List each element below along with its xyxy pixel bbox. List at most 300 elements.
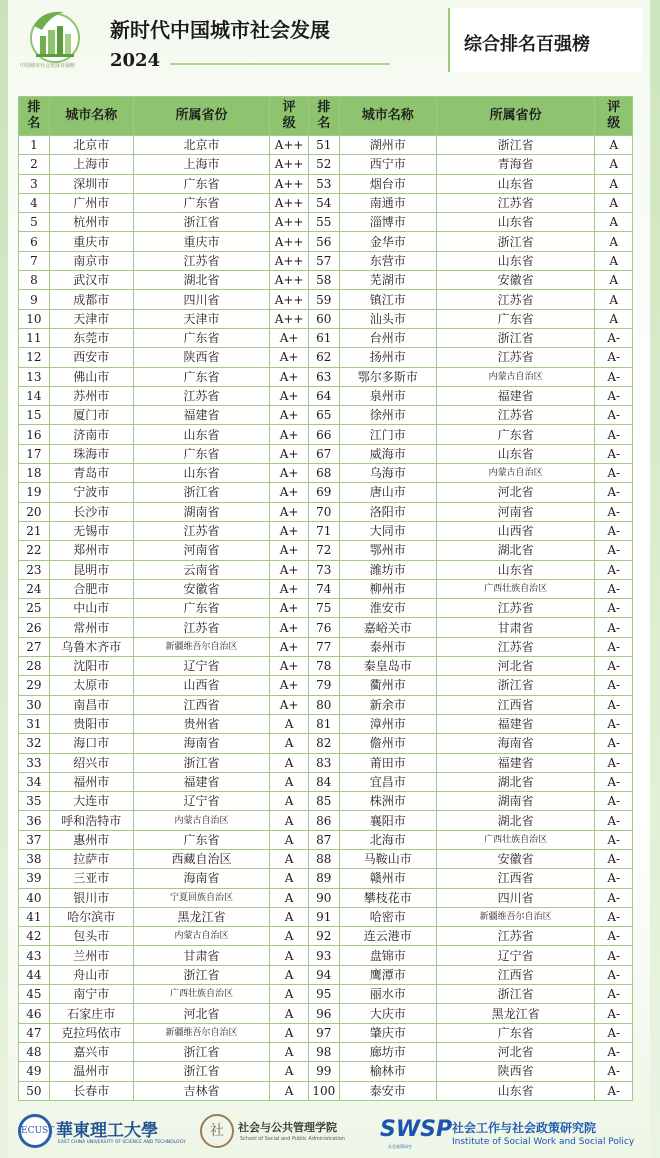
cell-rank: 24 [19, 579, 50, 598]
cell-rank: 15 [19, 406, 50, 425]
table-row [19, 985, 633, 1004]
cell-province: 广西壮族自治区 [436, 579, 595, 598]
cell-province: 山东省 [436, 560, 595, 579]
table-row [19, 676, 633, 695]
cell-rank: 65 [308, 406, 339, 425]
cell-grade: A- [595, 386, 633, 405]
cell-rank: 84 [308, 772, 339, 791]
cell-city: 沈阳市 [49, 657, 133, 676]
cell-grade: A- [595, 425, 633, 444]
cell-city: 珠海市 [49, 444, 133, 463]
cell-rank: 76 [308, 618, 339, 637]
cell-province: 新疆维吾尔自治区 [133, 1023, 270, 1042]
cell-city: 台州市 [339, 328, 436, 347]
cell-city: 西宁市 [339, 155, 436, 174]
cell-grade: A+ [270, 657, 309, 676]
cell-province: 浙江省 [133, 1062, 270, 1081]
cell-rank: 40 [19, 888, 50, 907]
cell-city: 烟台市 [339, 174, 436, 193]
cell-grade: A- [595, 772, 633, 791]
table-row [19, 136, 633, 155]
table-row [19, 734, 633, 753]
cell-grade: A++ [270, 271, 309, 290]
logo-caption: 中国城市社会发展百强榜 [20, 63, 76, 69]
cell-province: 广东省 [133, 328, 270, 347]
cell-grade: A [595, 174, 633, 193]
cell-city: 洛阳市 [339, 502, 436, 521]
cell-city: 衢州市 [339, 676, 436, 695]
cell-rank: 30 [19, 695, 50, 714]
cell-grade: A [270, 907, 309, 926]
cell-rank: 4 [19, 193, 50, 212]
cell-province: 河北省 [436, 1042, 595, 1061]
column-header-rank [308, 97, 339, 136]
cell-province: 黑龙江省 [436, 1004, 595, 1023]
cell-province: 浙江省 [133, 753, 270, 772]
cell-rank: 12 [19, 348, 50, 367]
cell-city: 肇庆市 [339, 1023, 436, 1042]
cell-city: 舟山市 [49, 965, 133, 984]
cell-province: 内蒙古自治区 [133, 927, 270, 946]
cell-province: 安徽省 [436, 849, 595, 868]
cell-grade: A+ [270, 464, 309, 483]
table-row [19, 965, 633, 984]
cell-rank: 5 [19, 213, 50, 232]
cell-city: 汕头市 [339, 309, 436, 328]
cell-grade: A- [595, 618, 633, 637]
cell-grade: A [595, 136, 633, 155]
cell-city: 徐州市 [339, 406, 436, 425]
cell-city: 南昌市 [49, 695, 133, 714]
ranking-table-wrapper [18, 96, 633, 1101]
cell-rank: 6 [19, 232, 50, 251]
cell-province: 辽宁省 [436, 946, 595, 965]
cell-province: 江苏省 [436, 406, 595, 425]
table-row [19, 560, 633, 579]
cell-grade: A [270, 965, 309, 984]
cell-rank: 37 [19, 830, 50, 849]
cell-province: 四川省 [436, 888, 595, 907]
table-row [19, 386, 633, 405]
cell-rank: 32 [19, 734, 50, 753]
cell-province: 江苏省 [133, 618, 270, 637]
cell-rank: 46 [19, 1004, 50, 1023]
table-row [19, 271, 633, 290]
cell-province: 江苏省 [436, 637, 595, 656]
cell-rank: 79 [308, 676, 339, 695]
cell-grade: A+ [270, 541, 309, 560]
cell-city: 镇江市 [339, 290, 436, 309]
cell-city: 榆林市 [339, 1062, 436, 1081]
cell-rank: 61 [308, 328, 339, 347]
cell-rank: 68 [308, 464, 339, 483]
cell-city: 南通市 [339, 193, 436, 212]
cell-province: 陕西省 [133, 348, 270, 367]
cell-rank: 97 [308, 1023, 339, 1042]
cell-rank: 49 [19, 1062, 50, 1081]
cell-province: 江苏省 [436, 348, 595, 367]
cell-grade: A- [595, 1042, 633, 1061]
cell-city: 南宁市 [49, 985, 133, 1004]
cell-grade: A+ [270, 425, 309, 444]
cell-rank: 13 [19, 367, 50, 386]
cell-grade: A [270, 888, 309, 907]
cell-rank: 90 [308, 888, 339, 907]
cell-grade: A+ [270, 676, 309, 695]
cell-city: 武汉市 [49, 271, 133, 290]
cell-province: 新疆维吾尔自治区 [133, 637, 270, 656]
cell-grade: A+ [270, 521, 309, 540]
cell-grade: A- [595, 695, 633, 714]
cell-grade: A- [595, 560, 633, 579]
cell-rank: 93 [308, 946, 339, 965]
cell-grade: A- [595, 811, 633, 830]
cell-grade: A+ [270, 328, 309, 347]
cell-rank: 21 [19, 521, 50, 540]
cell-province: 山东省 [436, 251, 595, 270]
cell-grade: A+ [270, 579, 309, 598]
cell-rank: 55 [308, 213, 339, 232]
cell-grade: A [270, 1081, 309, 1100]
cell-city: 攀枝花市 [339, 888, 436, 907]
cell-province: 甘肃省 [436, 618, 595, 637]
cell-grade: A++ [270, 174, 309, 193]
cell-rank: 67 [308, 444, 339, 463]
cell-city: 无锡市 [49, 521, 133, 540]
cell-province: 安徽省 [436, 271, 595, 290]
rank-header-label: 排 名 [317, 100, 331, 131]
cell-province: 内蒙古自治区 [133, 811, 270, 830]
cell-city: 泉州市 [339, 386, 436, 405]
cell-city: 昆明市 [49, 560, 133, 579]
cell-province: 广西壮族自治区 [133, 985, 270, 1004]
table-row [19, 328, 633, 347]
cell-city: 大庆市 [339, 1004, 436, 1023]
cell-rank: 85 [308, 792, 339, 811]
cell-grade: A [595, 251, 633, 270]
cell-rank: 83 [308, 753, 339, 772]
table-row [19, 348, 633, 367]
cell-rank: 96 [308, 1004, 339, 1023]
cell-rank: 100 [308, 1081, 339, 1100]
table-row [19, 1062, 633, 1081]
university-name: 華東理工大學 [56, 1121, 158, 1141]
cell-city: 宜昌市 [339, 772, 436, 791]
cell-city: 马鞍山市 [339, 849, 436, 868]
cell-rank: 18 [19, 464, 50, 483]
cell-city: 广州市 [49, 193, 133, 212]
cell-city: 江门市 [339, 425, 436, 444]
cell-province: 江苏省 [133, 251, 270, 270]
cell-grade: A [270, 1042, 309, 1061]
cell-province: 广西壮族自治区 [436, 830, 595, 849]
table-row [19, 618, 633, 637]
table-header-row [19, 97, 633, 136]
cell-grade: A+ [270, 386, 309, 405]
cell-rank: 53 [308, 174, 339, 193]
cell-city: 漳州市 [339, 714, 436, 733]
cell-grade: A- [595, 849, 633, 868]
cell-city: 淮安市 [339, 599, 436, 618]
cell-grade: A- [595, 965, 633, 984]
cell-grade: A [270, 792, 309, 811]
school-seal-icon: 社 [200, 1114, 234, 1148]
cell-rank: 92 [308, 927, 339, 946]
cell-rank: 91 [308, 907, 339, 926]
cell-grade: A- [595, 367, 633, 386]
cell-city: 石家庄市 [49, 1004, 133, 1023]
cell-grade: A- [595, 406, 633, 425]
cell-grade: A [270, 811, 309, 830]
table-row [19, 541, 633, 560]
cell-rank: 69 [308, 483, 339, 502]
cell-rank: 72 [308, 541, 339, 560]
cell-city: 鄂州市 [339, 541, 436, 560]
cell-city: 拉萨市 [49, 849, 133, 868]
cell-province: 广东省 [133, 599, 270, 618]
cell-province: 浙江省 [436, 328, 595, 347]
table-row [19, 251, 633, 270]
cell-rank: 73 [308, 560, 339, 579]
cell-province: 西藏自治区 [133, 849, 270, 868]
table-row [19, 309, 633, 328]
cell-grade: A [270, 985, 309, 1004]
cell-grade: A- [595, 869, 633, 888]
cell-city: 惠州市 [49, 830, 133, 849]
cell-rank: 78 [308, 657, 339, 676]
table-row [19, 464, 633, 483]
cell-grade: A- [595, 888, 633, 907]
cell-province: 河北省 [436, 657, 595, 676]
cell-grade: A+ [270, 695, 309, 714]
cell-rank: 19 [19, 483, 50, 502]
cell-rank: 36 [19, 811, 50, 830]
cell-grade: A+ [270, 599, 309, 618]
cell-province: 江苏省 [133, 386, 270, 405]
cell-grade: A- [595, 483, 633, 502]
cell-grade: A [270, 734, 309, 753]
cell-grade: A- [595, 676, 633, 695]
table-row [19, 657, 633, 676]
cell-province: 广东省 [133, 367, 270, 386]
cell-city: 中山市 [49, 599, 133, 618]
cell-city: 乌海市 [339, 464, 436, 483]
cell-city: 厦门市 [49, 406, 133, 425]
cell-rank: 9 [19, 290, 50, 309]
cell-rank: 95 [308, 985, 339, 1004]
cell-province: 湖北省 [436, 772, 595, 791]
cell-rank: 81 [308, 714, 339, 733]
cell-rank: 66 [308, 425, 339, 444]
cell-city: 长沙市 [49, 502, 133, 521]
cell-city: 金华市 [339, 232, 436, 251]
cell-rank: 63 [308, 367, 339, 386]
table-row [19, 907, 633, 926]
cell-province: 广东省 [133, 193, 270, 212]
table-row [19, 1042, 633, 1061]
table-row [19, 579, 633, 598]
cell-city: 芜湖市 [339, 271, 436, 290]
table-row [19, 695, 633, 714]
cell-rank: 43 [19, 946, 50, 965]
table-row [19, 213, 633, 232]
cell-province: 福建省 [133, 772, 270, 791]
cell-province: 江西省 [436, 869, 595, 888]
institute-name: 社会工作与社会政策研究院 [452, 1121, 597, 1135]
cell-grade: A- [595, 1062, 633, 1081]
cell-city: 宁波市 [49, 483, 133, 502]
column-header-grade [595, 97, 633, 136]
table-row [19, 1004, 633, 1023]
cell-rank: 52 [308, 155, 339, 174]
table-row [19, 232, 633, 251]
cell-rank: 48 [19, 1042, 50, 1061]
cell-rank: 11 [19, 328, 50, 347]
cell-city: 贵阳市 [49, 714, 133, 733]
cell-rank: 56 [308, 232, 339, 251]
cell-province: 山东省 [436, 213, 595, 232]
cell-province: 吉林省 [133, 1081, 270, 1100]
cell-province: 广东省 [436, 425, 595, 444]
cell-province: 黑龙江省 [133, 907, 270, 926]
cell-grade: A- [595, 927, 633, 946]
cell-city: 丽水市 [339, 985, 436, 1004]
cell-grade: A+ [270, 502, 309, 521]
table-row [19, 155, 633, 174]
cell-province: 河南省 [436, 502, 595, 521]
cell-city: 西安市 [49, 348, 133, 367]
cell-rank: 98 [308, 1042, 339, 1061]
table-row [19, 753, 633, 772]
table-row [19, 1023, 633, 1042]
footer [0, 1108, 660, 1158]
column-header-city: 城市名称 [339, 97, 436, 136]
header [0, 0, 660, 88]
cell-city: 济南市 [49, 425, 133, 444]
table-row [19, 830, 633, 849]
left-frame-border [0, 0, 8, 1158]
cell-rank: 47 [19, 1023, 50, 1042]
cell-grade: A- [595, 599, 633, 618]
cell-province: 福建省 [436, 753, 595, 772]
cell-province: 四川省 [133, 290, 270, 309]
cell-grade: A+ [270, 618, 309, 637]
cell-city: 大连市 [49, 792, 133, 811]
cell-province: 福建省 [133, 406, 270, 425]
cell-city: 连云港市 [339, 927, 436, 946]
cell-grade: A- [595, 444, 633, 463]
cell-grade: A+ [270, 637, 309, 656]
cell-city: 莆田市 [339, 753, 436, 772]
cell-grade: A- [595, 907, 633, 926]
cell-grade: A- [595, 792, 633, 811]
cell-province: 山东省 [436, 174, 595, 193]
cell-grade: A [595, 193, 633, 212]
cell-rank: 16 [19, 425, 50, 444]
cell-city: 杭州市 [49, 213, 133, 232]
cell-city: 天津市 [49, 309, 133, 328]
cell-province: 浙江省 [436, 136, 595, 155]
cell-province: 贵州省 [133, 714, 270, 733]
cell-province: 广东省 [436, 309, 595, 328]
university-name-en: EAST CHINA UNIVERSITY OF SCIENCE AND TECHNOLOGY [58, 1140, 186, 1145]
cell-province: 内蒙古自治区 [436, 464, 595, 483]
table-row [19, 174, 633, 193]
cell-province: 湖北省 [436, 541, 595, 560]
cell-rank: 64 [308, 386, 339, 405]
cell-city: 苏州市 [49, 386, 133, 405]
cell-province: 江西省 [436, 965, 595, 984]
institute-name-en: Institute of Social Work and Social Policy [452, 1137, 635, 1147]
cell-province: 山西省 [133, 676, 270, 695]
table-row [19, 406, 633, 425]
cell-rank: 26 [19, 618, 50, 637]
cell-grade: A- [595, 464, 633, 483]
cell-grade: A [270, 830, 309, 849]
cell-grade: A- [595, 753, 633, 772]
cell-rank: 27 [19, 637, 50, 656]
cell-rank: 39 [19, 869, 50, 888]
grade-header-label: 评 级 [607, 100, 621, 131]
cell-grade: A- [595, 1004, 633, 1023]
cell-province: 浙江省 [133, 1042, 270, 1061]
cell-province: 江苏省 [436, 290, 595, 309]
cell-rank: 59 [308, 290, 339, 309]
table-row [19, 599, 633, 618]
cell-grade: A+ [270, 444, 309, 463]
cell-province: 河北省 [133, 1004, 270, 1023]
cell-city: 南京市 [49, 251, 133, 270]
cell-city: 郑州市 [49, 541, 133, 560]
table-row [19, 849, 633, 868]
cell-province: 江苏省 [436, 927, 595, 946]
cell-city: 东营市 [339, 251, 436, 270]
cell-grade: A- [595, 1023, 633, 1042]
cell-city: 哈尔滨市 [49, 907, 133, 926]
cell-province: 甘肃省 [133, 946, 270, 965]
cell-province: 广东省 [133, 444, 270, 463]
table-row [19, 637, 633, 656]
cell-grade: A++ [270, 290, 309, 309]
table-row [19, 927, 633, 946]
cell-city: 扬州市 [339, 348, 436, 367]
cell-province: 浙江省 [436, 232, 595, 251]
cell-province: 浙江省 [133, 965, 270, 984]
cell-rank: 45 [19, 985, 50, 1004]
cell-province: 北京市 [133, 136, 270, 155]
cell-grade: A- [595, 502, 633, 521]
cell-grade: A- [595, 657, 633, 676]
cell-grade: A- [595, 714, 633, 733]
cell-grade: A [270, 1062, 309, 1081]
cell-grade: A++ [270, 251, 309, 270]
cell-rank: 3 [19, 174, 50, 193]
cell-city: 儋州市 [339, 734, 436, 753]
cell-province: 广东省 [133, 830, 270, 849]
cell-grade: A- [595, 541, 633, 560]
cell-rank: 35 [19, 792, 50, 811]
cell-city: 包头市 [49, 927, 133, 946]
table-row [19, 811, 633, 830]
cell-city: 唐山市 [339, 483, 436, 502]
cell-grade: A [595, 309, 633, 328]
grade-header-label: 评 级 [282, 100, 296, 131]
cell-rank: 86 [308, 811, 339, 830]
rank-header-label: 排 名 [27, 100, 41, 131]
cell-grade: A++ [270, 213, 309, 232]
cell-rank: 74 [308, 579, 339, 598]
cell-city: 重庆市 [49, 232, 133, 251]
